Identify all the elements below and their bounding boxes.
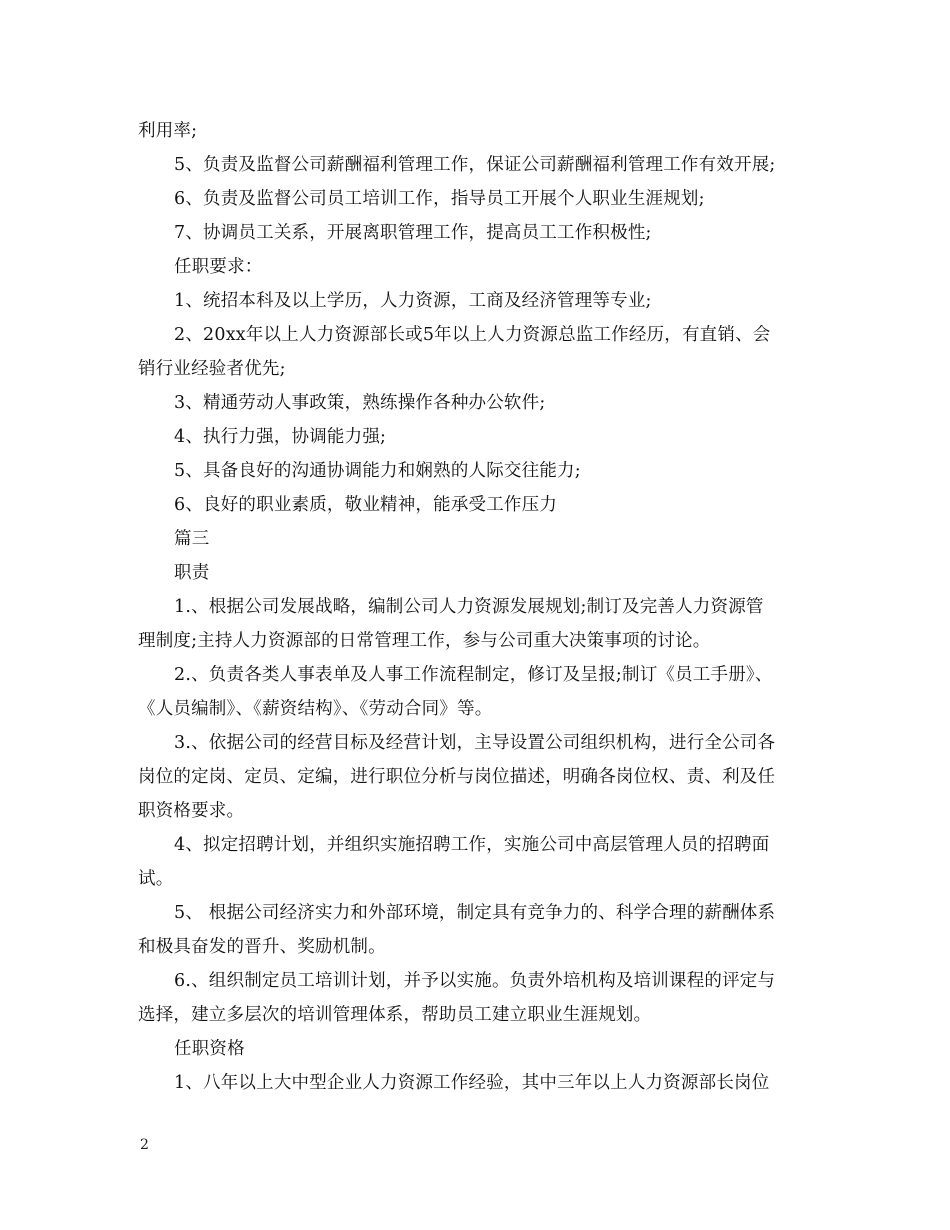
text-line: 7、协调员工关系，开展离职管理工作，提高员工工作积极性; [174,223,652,243]
text-line: 6、负责及监督公司员工培训工作，指导员工开展个人职业生涯规划; [174,189,705,209]
text-line: 任职要求： [174,257,263,277]
text-line: 和极具奋发的晋升、奖励机制。 [138,937,386,957]
text-line: 5、负责及监督公司薪酬福利管理工作，保证公司薪酬福利管理工作有效开展; [174,155,776,175]
text-line: 理制度;主持人力资源部的日常管理工作，参与公司重大决策事项的讨论。 [138,631,711,651]
text-line: 销行业经验者优先; [138,359,286,379]
text-line: 利用率; [138,121,198,141]
text-line: 3、精通劳动人事政策，熟练操作各种办公软件; [174,393,546,413]
text-line: 职资格要求。 [138,801,245,821]
text-line: 5、 根据公司经济实力和外部环境，制定具有竞争力的、科学合理的薪酬体系 [174,903,776,923]
text-line: 6、良好的职业素质，敬业精神，能承受工作压力 [174,495,558,515]
text-line: 任职资格 [174,1039,245,1059]
text-line: 1、统招本科及以上学历，人力资源，工商及经济管理等专业; [174,291,652,311]
text-line: 5、具备良好的沟通协调能力和娴熟的人际交往能力; [174,461,581,481]
text-line: 1.、根据公司发展战略，编制公司人力资源发展规划;制订及完善人力资源管 [174,597,764,617]
text-line: 1、八年以上大中型企业人力资源工作经验，其中三年以上人力资源部长岗位 [174,1073,770,1093]
text-line: 选择，建立多层次的培训管理体系，帮助员工建立职业生涯规划。 [138,1005,652,1025]
document-body [138,114,814,1100]
text-line: 岗位的定岗、定员、定编，进行职位分析与岗位描述，明确各岗位权、责、利及任 [138,767,776,787]
text-line: 篇三 [174,529,210,549]
text-line: 3.、依据公司的经营目标及经营计划，主导设置公司组织机构，进行全公司各 [174,733,776,753]
text-line: 职责 [174,563,210,583]
text-line: 《人员编制》、《薪资结构》、《劳动合同》等。 [138,699,493,719]
text-line: 4、拟定招聘计划，并组织实施招聘工作，实施公司中高层管理人员的招聘面 [174,835,770,855]
text-line: 4、执行力强，协调能力强; [174,427,387,447]
text-line: 2、20xx年以上人力资源部长或5年以上人力资源总监工作经历，有直销、会 [174,325,771,345]
text-line: 2.、负责各类人事表单及人事工作流程制定，修订及呈报;制订《员工手册》、 [174,665,773,685]
text-line: 试。 [138,869,174,889]
text-line: 6.、组织制定员工培训计划，并予以实施。负责外培机构及培训课程的评定与 [174,971,776,991]
page-number: 2 [140,1137,149,1153]
